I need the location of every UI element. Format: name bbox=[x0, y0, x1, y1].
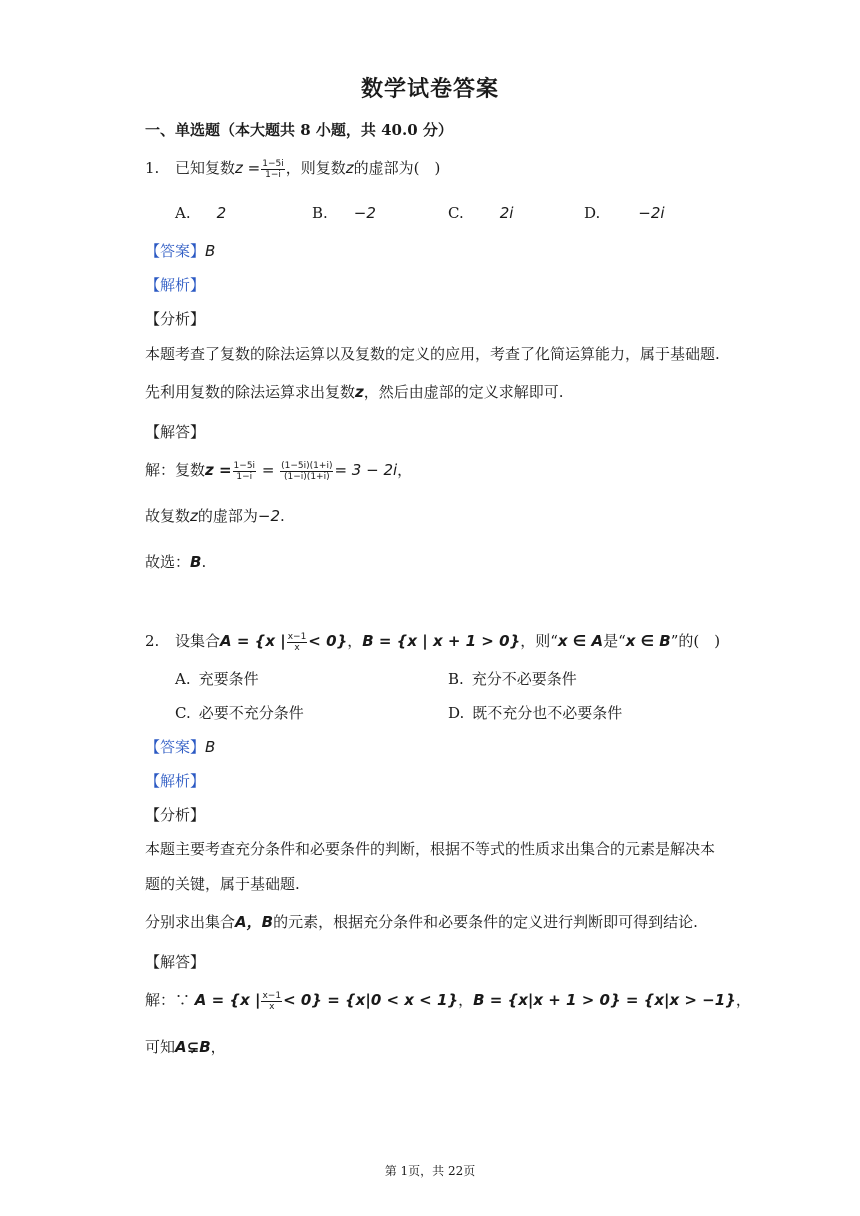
q2-option-a: A. 充要条件 bbox=[175, 670, 259, 688]
q2-solution: 解：∵ A = {x | $\frac{x-1}{x}$ < 0} = {x|0 < x < 1}，B = {x|x + 1 > 0} = {x|x > −1}， bbox=[145, 990, 751, 1012]
q2-fenxi-label: 【分析】 bbox=[145, 806, 206, 824]
q2-jieda-label: 【解答】 bbox=[145, 953, 206, 971]
q2-answer: 【答案】B bbox=[145, 738, 216, 756]
document-title: 数学试卷答案 bbox=[360, 76, 499, 102]
q1-fenxi-label: 【分析】 bbox=[145, 310, 206, 328]
q1-analysis-1: 本题考查了复数的除法运算以及复数的定义的应用，考查了化简运算能力，属于基础题. bbox=[145, 345, 720, 363]
q2-analysis-1b: 题的关键，属于基础题. bbox=[145, 875, 300, 893]
q1-option-d: D. −2i bbox=[584, 204, 665, 222]
q1-choice: 故选：B. bbox=[145, 553, 207, 571]
q1-solution: 解：复数z = $\frac{1-5i}{1-i}$ = $\frac{(1-5i)(1+i)}{(1-i)(1+i)}$ = 3 − 2i， bbox=[145, 460, 413, 482]
q2-number: 2. bbox=[145, 632, 160, 650]
q2-option-d: D. 既不充分也不必要条件 bbox=[448, 704, 623, 722]
q2-jiexi-label: 【解析】 bbox=[145, 772, 206, 790]
q1-fraction: $\frac{1-5i}{1-i}$ bbox=[262, 158, 284, 180]
q2-option-c: C. 必要不充分条件 bbox=[175, 704, 304, 722]
q1-answer: 【答案】B bbox=[145, 242, 216, 260]
page-footer: 第 1页，共 22页 bbox=[384, 1164, 476, 1178]
q1-option-a: A. 2 bbox=[175, 204, 227, 222]
q1-conclusion: 故复数z的虚部为−2. bbox=[145, 507, 285, 525]
q2-analysis-1: 本题主要考查充分条件和必要条件的判断，根据不等式的性质求出集合的元素是解决本 bbox=[145, 840, 716, 858]
q2-know: 可知A⊊B， bbox=[145, 1038, 226, 1056]
q2-analysis-2: 分别求出集合A，B的元素，根据充分条件和必要条件的定义进行判断即可得到结论. bbox=[145, 913, 698, 931]
q1-jieda-label: 【解答】 bbox=[145, 423, 206, 441]
q2-option-b: B. 充分不必要条件 bbox=[448, 670, 577, 688]
q2-stem: 2. 设集合A = {x | $\frac{x-1}{x}$ < 0}，B = {x | x + 1 > 0}，则“x ∈ A是“x ∈ B”的( ) bbox=[145, 631, 721, 653]
q1-jiexi-label: 【解析】 bbox=[145, 276, 206, 294]
q1-stem: 1. 已知复数z = $\frac{1-5i}{1-i}$ ，则复数z的虚部为( ) bbox=[145, 158, 441, 180]
q1-option-c: C. 2i bbox=[448, 204, 514, 222]
q1-option-b: B. −2 bbox=[312, 204, 376, 222]
q1-analysis-2: 先利用复数的除法运算求出复数z，然后由虚部的定义求解即可. bbox=[145, 383, 564, 401]
section-heading: 一、单选题（本大题共 8 小题，共 40.0 分） bbox=[145, 121, 453, 139]
q1-number: 1. bbox=[145, 159, 160, 177]
